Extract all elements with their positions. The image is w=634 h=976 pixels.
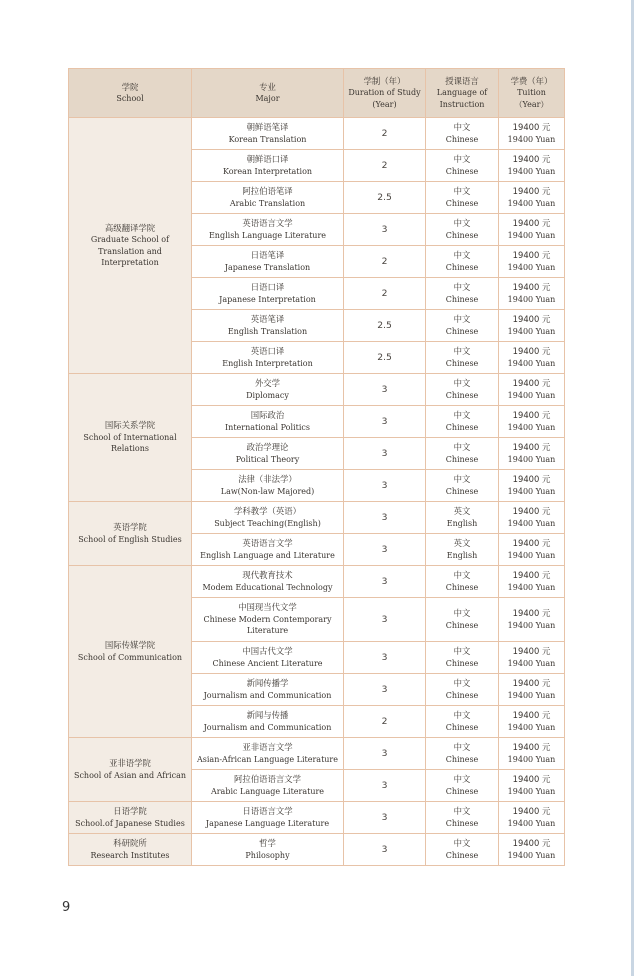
tuition-cell xyxy=(499,438,565,470)
language-cell xyxy=(426,502,499,534)
tuition-zh: 19400 元 xyxy=(512,410,551,420)
duration-cell: 3 xyxy=(344,802,426,834)
tuition-zh: 19400 元 xyxy=(512,806,551,816)
language-zh: 中文 xyxy=(453,122,471,132)
language-zh: 中文 xyxy=(453,346,471,356)
language-en: Chinese xyxy=(445,786,479,796)
duration-cell: 2.5 xyxy=(344,182,426,214)
school-cell xyxy=(69,834,192,866)
tuition-zh: 19400 元 xyxy=(512,186,551,196)
duration-cell: 2 xyxy=(344,246,426,278)
duration-cell: 2.5 xyxy=(344,310,426,342)
tuition-zh: 19400 元 xyxy=(512,122,551,132)
language-cell xyxy=(426,438,499,470)
tuition-en: 19400 Yuan xyxy=(507,198,556,208)
tuition-cell xyxy=(499,310,565,342)
language-en: Chinese xyxy=(445,722,479,732)
major-name-zh: 中国古代文学 xyxy=(242,646,293,656)
header-row xyxy=(69,69,565,118)
tuition-zh: 19400 元 xyxy=(512,570,551,580)
major-name-zh: 学科教学（英语） xyxy=(234,506,301,516)
major-name-en: Chinese Modern Contemporary Literature xyxy=(203,614,332,636)
language-cell xyxy=(426,674,499,706)
major-name-en: Korean Interpretation xyxy=(222,166,313,176)
major-cell xyxy=(192,642,344,674)
language-cell xyxy=(426,246,499,278)
major-name-en: Modem Educational Technology xyxy=(202,582,333,592)
table-row xyxy=(69,118,565,150)
tuition-zh: 19400 元 xyxy=(512,838,551,848)
tuition-zh: 19400 元 xyxy=(512,710,551,720)
tuition-en: 19400 Yuan xyxy=(507,658,556,668)
language-zh: 中文 xyxy=(453,838,471,848)
major-name-zh: 英语口译 xyxy=(250,346,285,356)
header-language: 授课语言 Language of Instruction xyxy=(426,69,499,118)
tuition-zh: 19400 元 xyxy=(512,678,551,688)
major-name-en: Asian-African Language Literature xyxy=(196,754,338,764)
duration-cell: 3 xyxy=(344,834,426,866)
tuition-cell xyxy=(499,534,565,566)
major-name-zh: 英语语言文学 xyxy=(242,218,293,228)
tuition-cell xyxy=(499,642,565,674)
major-name-zh: 英语语言文学 xyxy=(242,538,293,548)
language-zh: 中文 xyxy=(453,282,471,292)
major-cell xyxy=(192,150,344,182)
duration-cell: 3 xyxy=(344,502,426,534)
tuition-cell xyxy=(499,406,565,438)
tuition-zh: 19400 元 xyxy=(512,608,551,618)
major-name-zh: 外交学 xyxy=(254,378,281,388)
tuition-zh: 19400 元 xyxy=(512,646,551,656)
tuition-en: 19400 Yuan xyxy=(507,486,556,496)
language-cell xyxy=(426,406,499,438)
language-en: Chinese xyxy=(445,198,479,208)
language-zh: 中文 xyxy=(453,314,471,324)
tuition-en: 19400 Yuan xyxy=(507,582,556,592)
language-en: Chinese xyxy=(445,754,479,764)
tuition-cell xyxy=(499,374,565,406)
duration-cell: 3 xyxy=(344,770,426,802)
language-zh: 英文 xyxy=(453,538,471,548)
major-name-en: Japanese Translation xyxy=(224,262,311,272)
school-name-zh: 高级翻译学院 xyxy=(104,222,156,233)
duration-cell: 3 xyxy=(344,406,426,438)
school-name-zh: 英语学院 xyxy=(113,522,147,532)
major-name-zh: 朝鲜语笔译 xyxy=(246,122,289,132)
major-cell xyxy=(192,470,344,502)
tuition-cell xyxy=(499,150,565,182)
major-name-zh: 国际政治 xyxy=(250,410,285,420)
school-name-en: School.of Japanese Studies xyxy=(75,818,185,828)
tuition-en: 19400 Yuan xyxy=(507,390,556,400)
language-cell xyxy=(426,738,499,770)
language-cell xyxy=(426,150,499,182)
duration-cell: 2 xyxy=(344,278,426,310)
language-cell xyxy=(426,534,499,566)
major-name-en: English Language Literature xyxy=(208,230,327,240)
language-en: Chinese xyxy=(445,326,479,336)
major-cell xyxy=(192,438,344,470)
major-cell xyxy=(192,246,344,278)
page-number: 9 xyxy=(62,900,71,915)
duration-cell: 3 xyxy=(344,738,426,770)
tuition-en: 19400 Yuan xyxy=(507,754,556,764)
major-cell xyxy=(192,374,344,406)
duration-cell: 3 xyxy=(344,214,426,246)
major-name-zh: 日语语言文学 xyxy=(242,806,293,816)
major-name-en: English Translation xyxy=(227,326,308,336)
tuition-en: 19400 Yuan xyxy=(507,550,556,560)
language-en: English xyxy=(446,518,478,528)
school-name-zh: 日语学院 xyxy=(113,806,147,816)
table-row xyxy=(69,374,565,406)
major-name-en: Diplomacy xyxy=(246,390,289,400)
major-cell xyxy=(192,770,344,802)
duration-cell: 2 xyxy=(344,118,426,150)
tuition-cell xyxy=(499,566,565,598)
tuition-cell xyxy=(499,834,565,866)
major-cell xyxy=(192,738,344,770)
language-zh: 中文 xyxy=(453,218,471,228)
tuition-zh: 19400 元 xyxy=(512,506,551,516)
language-cell xyxy=(426,770,499,802)
major-name-en: Political Theory xyxy=(235,454,300,464)
tuition-zh: 19400 元 xyxy=(512,154,551,164)
language-zh: 中文 xyxy=(453,678,471,688)
major-name-zh: 哲学 xyxy=(259,838,276,848)
language-zh: 中文 xyxy=(453,646,471,656)
language-en: Chinese xyxy=(445,230,479,240)
language-zh: 中文 xyxy=(453,474,471,484)
duration-cell: 3 xyxy=(344,438,426,470)
school-cell xyxy=(69,118,192,374)
language-en: Chinese xyxy=(445,294,479,304)
major-name-en: Journalism and Communication xyxy=(203,690,332,700)
school-cell xyxy=(69,502,192,566)
major-cell xyxy=(192,566,344,598)
major-cell xyxy=(192,834,344,866)
language-cell xyxy=(426,214,499,246)
school-name-en: Research Institutes xyxy=(90,850,170,860)
language-cell xyxy=(426,118,499,150)
duration-cell: 3 xyxy=(344,470,426,502)
tuition-cell xyxy=(499,802,565,834)
tuition-cell xyxy=(499,214,565,246)
tuition-en: 19400 Yuan xyxy=(507,166,556,176)
major-name-zh: 阿拉伯语语言文学 xyxy=(234,774,301,784)
language-en: Chinese xyxy=(445,134,479,144)
major-name-en: Subject Teaching(English) xyxy=(214,518,321,528)
major-cell xyxy=(192,182,344,214)
school-name-zh: 科研院所 xyxy=(113,838,147,848)
language-en: Chinese xyxy=(445,620,479,630)
tuition-en: 19400 Yuan xyxy=(507,786,556,796)
tuition-zh: 19400 元 xyxy=(512,282,551,292)
major-name-zh: 现代教育技术 xyxy=(242,570,293,580)
major-cell xyxy=(192,502,344,534)
major-name-zh: 英语笔译 xyxy=(250,314,285,324)
language-zh: 中文 xyxy=(453,154,471,164)
major-cell xyxy=(192,214,344,246)
tuition-cell xyxy=(499,118,565,150)
language-cell xyxy=(426,342,499,374)
major-name-zh: 新闻与传播 xyxy=(246,710,289,720)
tuition-en: 19400 Yuan xyxy=(507,422,556,432)
tuition-cell xyxy=(499,246,565,278)
major-name-en: International Politics xyxy=(225,422,310,432)
language-zh: 中文 xyxy=(453,410,471,420)
language-en: Chinese xyxy=(445,454,479,464)
language-en: Chinese xyxy=(445,422,479,432)
language-zh: 中文 xyxy=(453,608,471,618)
tuition-en: 19400 Yuan xyxy=(507,690,556,700)
duration-cell: 3 xyxy=(344,566,426,598)
tuition-zh: 19400 元 xyxy=(512,314,551,324)
language-zh: 中文 xyxy=(453,378,471,388)
tuition-en: 19400 Yuan xyxy=(507,294,556,304)
major-name-en: Arabic Language Literature xyxy=(210,786,325,796)
major-name-zh: 阿拉伯语笔译 xyxy=(242,186,293,196)
language-en: Chinese xyxy=(445,390,479,400)
major-cell xyxy=(192,674,344,706)
language-cell xyxy=(426,278,499,310)
tuition-en: 19400 Yuan xyxy=(507,134,556,144)
school-cell xyxy=(69,738,192,802)
tuition-zh: 19400 元 xyxy=(512,538,551,548)
school-name-en: School of Asian and African xyxy=(73,770,187,780)
duration-cell: 3 xyxy=(344,674,426,706)
school-name-en: School of International Relations xyxy=(83,432,177,454)
header-duration: 学制（年） Duration of Study (Year) xyxy=(344,69,426,118)
language-zh: 中文 xyxy=(453,742,471,752)
major-name-zh: 日语口译 xyxy=(250,282,285,292)
tuition-en: 19400 Yuan xyxy=(507,620,556,630)
language-en: Chinese xyxy=(445,358,479,368)
table-row xyxy=(69,802,565,834)
language-en: Chinese xyxy=(445,486,479,496)
header-school: 学院 School xyxy=(69,69,192,118)
major-name-en: English Interpretation xyxy=(222,358,313,368)
duration-cell: 2 xyxy=(344,706,426,738)
major-cell xyxy=(192,342,344,374)
tuition-cell xyxy=(499,738,565,770)
tuition-en: 19400 Yuan xyxy=(507,262,556,272)
programs-table xyxy=(68,68,565,866)
language-cell xyxy=(426,310,499,342)
language-zh: 中文 xyxy=(453,806,471,816)
duration-cell: 3 xyxy=(344,598,426,642)
major-cell xyxy=(192,802,344,834)
major-name-zh: 法律（非法学） xyxy=(238,474,297,484)
major-name-en: Korean Translation xyxy=(228,134,307,144)
table-row xyxy=(69,566,565,598)
tuition-cell xyxy=(499,278,565,310)
language-zh: 英文 xyxy=(453,506,471,516)
language-zh: 中文 xyxy=(453,710,471,720)
language-zh: 中文 xyxy=(453,250,471,260)
tuition-en: 19400 Yuan xyxy=(507,850,556,860)
school-name-zh: 国际关系学院 xyxy=(104,420,156,431)
duration-cell: 3 xyxy=(344,534,426,566)
tuition-cell xyxy=(499,674,565,706)
major-cell xyxy=(192,406,344,438)
language-cell xyxy=(426,470,499,502)
language-cell xyxy=(426,374,499,406)
language-cell xyxy=(426,802,499,834)
major-name-zh: 日语笔译 xyxy=(250,250,285,260)
header-major: 专业 Major xyxy=(192,69,344,118)
tuition-en: 19400 Yuan xyxy=(507,326,556,336)
duration-cell: 2.5 xyxy=(344,342,426,374)
tuition-cell xyxy=(499,502,565,534)
language-en: Chinese xyxy=(445,582,479,592)
major-cell xyxy=(192,278,344,310)
header-tuition: 学费（年） Tuition （Year） xyxy=(499,69,565,118)
language-zh: 中文 xyxy=(453,186,471,196)
school-name-en: School of English Studies xyxy=(78,534,182,544)
table-row xyxy=(69,738,565,770)
tuition-en: 19400 Yuan xyxy=(507,518,556,528)
language-cell xyxy=(426,706,499,738)
major-name-en: Philosophy xyxy=(245,850,290,860)
language-zh: 中文 xyxy=(453,442,471,452)
language-cell xyxy=(426,598,499,642)
major-name-zh: 亚非语言文学 xyxy=(242,742,293,752)
school-name-zh: 亚非语学院 xyxy=(109,758,151,768)
school-cell xyxy=(69,566,192,738)
tuition-en: 19400 Yuan xyxy=(507,358,556,368)
language-cell xyxy=(426,566,499,598)
major-name-en: Arabic Translation xyxy=(229,198,306,208)
major-name-zh: 政治学理论 xyxy=(246,442,289,452)
language-cell xyxy=(426,642,499,674)
major-name-zh: 新闻传播学 xyxy=(246,678,289,688)
school-cell xyxy=(69,802,192,834)
school-cell xyxy=(69,374,192,502)
tuition-cell xyxy=(499,770,565,802)
tuition-cell xyxy=(499,706,565,738)
school-name-en: Graduate School of Translation and Interpretation xyxy=(90,235,170,267)
major-name-en: Japanese Language Literature xyxy=(205,818,330,828)
major-name-en: Chinese Ancient Literature xyxy=(212,658,323,668)
tuition-zh: 19400 元 xyxy=(512,378,551,388)
tuition-zh: 19400 元 xyxy=(512,218,551,228)
major-name-zh: 朝鲜语口译 xyxy=(246,154,289,164)
language-zh: 中文 xyxy=(453,774,471,784)
major-name-en: English Language and Literature xyxy=(200,550,335,560)
language-en: Chinese xyxy=(445,850,479,860)
tuition-cell xyxy=(499,182,565,214)
major-name-en: Japanese Interpretation xyxy=(219,294,316,304)
tuition-zh: 19400 元 xyxy=(512,742,551,752)
duration-cell: 3 xyxy=(344,642,426,674)
language-zh: 中文 xyxy=(453,570,471,580)
school-name-zh: 国际传媒学院 xyxy=(104,640,156,650)
major-cell xyxy=(192,534,344,566)
tuition-zh: 19400 元 xyxy=(512,346,551,356)
tuition-en: 19400 Yuan xyxy=(507,818,556,828)
table-body xyxy=(69,118,565,866)
major-name-zh: 中国现当代文学 xyxy=(238,602,297,613)
language-en: Chinese xyxy=(445,690,479,700)
tuition-zh: 19400 元 xyxy=(512,774,551,784)
duration-cell: 3 xyxy=(344,374,426,406)
tuition-zh: 19400 元 xyxy=(512,250,551,260)
major-cell xyxy=(192,706,344,738)
language-cell xyxy=(426,834,499,866)
major-name-en: Law(Non-law Majored) xyxy=(220,486,315,496)
language-cell xyxy=(426,182,499,214)
language-en: Chinese xyxy=(445,818,479,828)
language-en: Chinese xyxy=(445,166,479,176)
table-row xyxy=(69,502,565,534)
major-cell xyxy=(192,118,344,150)
tuition-en: 19400 Yuan xyxy=(507,230,556,240)
language-en: Chinese xyxy=(445,262,479,272)
tuition-cell xyxy=(499,342,565,374)
tuition-en: 19400 Yuan xyxy=(507,454,556,464)
school-name-en: School of Communication xyxy=(77,652,183,662)
tuition-zh: 19400 元 xyxy=(512,474,551,484)
major-cell xyxy=(192,598,344,642)
tuition-en: 19400 Yuan xyxy=(507,722,556,732)
major-cell xyxy=(192,310,344,342)
major-name-en: Journalism and Communication xyxy=(203,722,332,732)
language-en: English xyxy=(446,550,478,560)
tuition-cell xyxy=(499,598,565,642)
tuition-cell xyxy=(499,470,565,502)
language-en: Chinese xyxy=(445,658,479,668)
tuition-zh: 19400 元 xyxy=(512,442,551,452)
duration-cell: 2 xyxy=(344,150,426,182)
table-row xyxy=(69,834,565,866)
